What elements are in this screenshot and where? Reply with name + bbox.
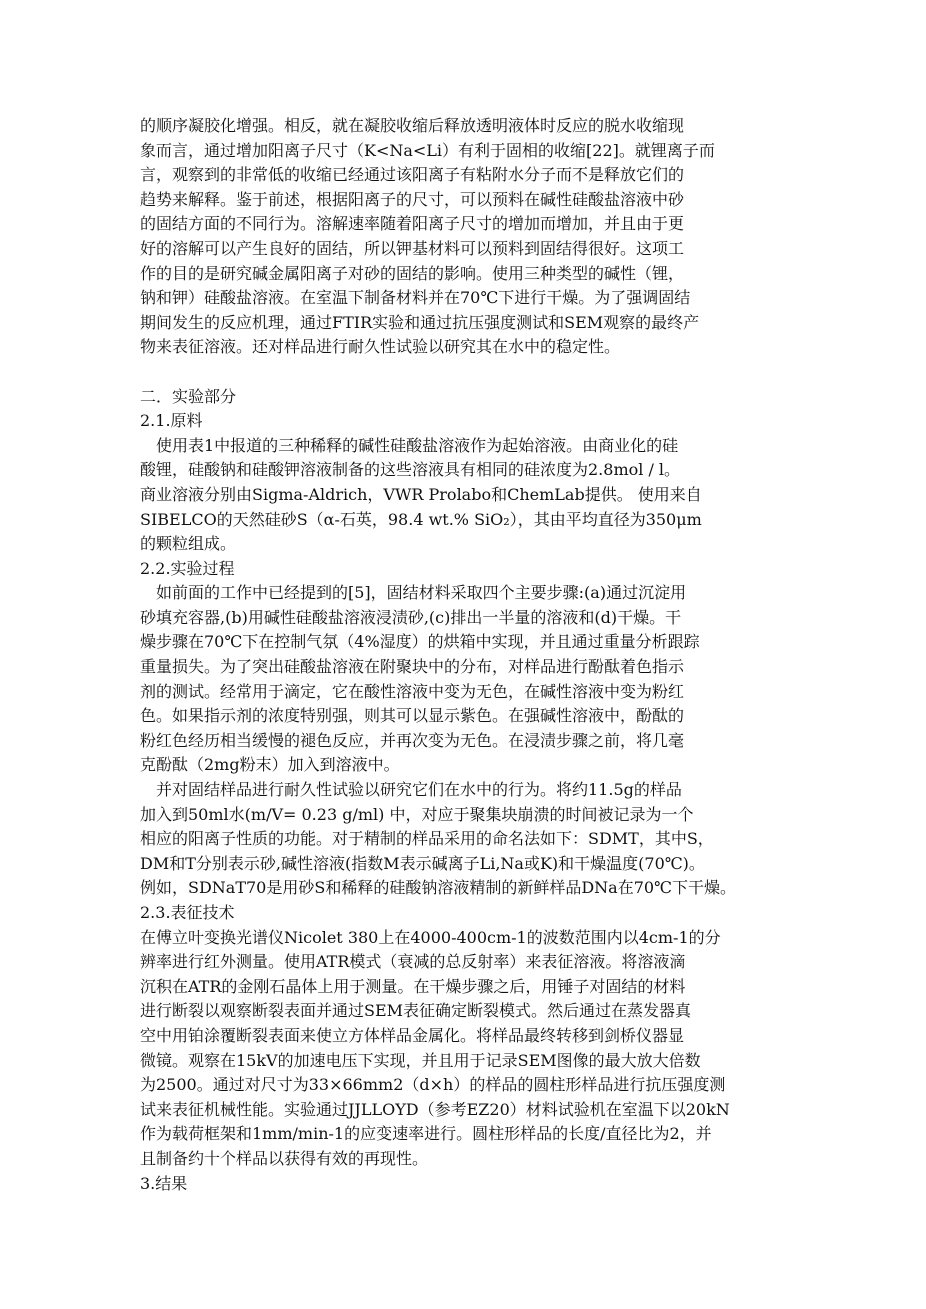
intro-paragraph <box>140 114 790 360</box>
text-line: 重量损失。为了突出硅酸盐溶液在附聚块中的分布，对样品进行酚酞着色指示 <box>140 657 685 677</box>
text-line: 如前面的工作中已经提到的[5]，固结材料采取四个主要步骤:(a)通过沉淀用 <box>140 583 687 603</box>
text-line: 在傅立叶变换光谱仪Nicolet 380上在4000-400cm-1的波数范围内以4cm-1的分 <box>140 927 721 947</box>
text-line: 象而言，通过增加阳离子尺寸（K<Na<Li）有利于固相的收缩[22]。就锂离子而 <box>140 140 715 160</box>
section-2-2-heading: 2.2.实验过程 <box>140 558 235 578</box>
section-2-1-heading: 2.1.原料 <box>140 411 203 431</box>
text-line: 试来表征机械性能。实验通过JJLLOYD（参考EZ20）材料试验机在室温下以20kN <box>140 1099 730 1119</box>
text-line: 趋势来解释。鉴于前述，根据阳离子的尺寸，可以预料在碱性硅酸盐溶液中砂 <box>140 189 685 209</box>
text-line: 好的溶解可以产生良好的固结，所以钾基材料可以预料到固结得很好。这项工 <box>140 238 685 258</box>
text-line: 作的目的是研究碱金属阳离子对砂的固结的影响。使用三种类型的碱性（锂， <box>140 263 685 283</box>
text-line: DM和T分别表示砂,碱性溶液(指数M表示碱离子Li,Na或K)和干燥温度(70℃)。 <box>140 853 705 873</box>
text-line: 物来表征溶液。还对样品进行耐久性试验以研究其在水中的稳定性。 <box>140 337 621 357</box>
text-line: 例如，SDNaT70是用砂S和稀释的硅酸钠溶液精制的新鲜样品DNa在70℃下干燥。 <box>140 878 736 898</box>
text-line: 且制备约十个样品以获得有效的再现性。 <box>140 1148 429 1168</box>
text-line: 辨率进行红外测量。使用ATR模式（衰减的总反射率）来表征溶液。将溶液滴 <box>140 952 686 972</box>
text-line: 相应的阳离子性质的功能。对于精制的样品采用的命名法如下：SDMT，其中S， <box>140 829 714 849</box>
text-line: 的顺序凝胶化增强。相反，就在凝胶收缩后释放透明液体时反应的脱水收缩现 <box>140 116 685 135</box>
text-line: 色。如果指示剂的浓度特别强，则其可以显示紫色。在强碱性溶液中，酚酞的 <box>140 706 685 726</box>
section-2-1-paragraph <box>140 434 790 557</box>
text-line: SIBELCO的天然硅砂S（α-石英，98.4 wt.% SiO₂），其由平均直径为350μm <box>140 509 702 529</box>
text-line: 作为载荷框架和1mm/min-1的应变速率进行。圆柱形样品的长度/直径比为2，并 <box>140 1124 712 1144</box>
text-line: 粉红色经历相当缓慢的褪色反应，并再次变为无色。在浸渍步骤之前，将几毫 <box>140 730 685 750</box>
text-line: 酸锂，硅酸钠和硅酸钾溶液制备的这些溶液具有相同的硅浓度为2.8mol / l。 <box>140 460 681 480</box>
text-line: 的颗粒组成。 <box>140 534 237 554</box>
text-line: 微镜。观察在15kV的加速电压下实现，并且用于记录SEM图像的最大放大倍数 <box>140 1050 701 1070</box>
text-line: 空中用铂涂覆断裂表面来使立方体样品金属化。将样品最终转移到剑桥仪器显 <box>140 1025 685 1045</box>
document-page <box>140 114 790 1196</box>
section-2-heading: 二．实验部分 <box>140 386 237 406</box>
text-line: 并对固结样品进行耐久性试验以研究它们在水中的行为。将约11.5g的样品 <box>140 780 682 800</box>
text-line: 期间发生的反应机理，通过FTIR实验和通过抗压强度测试和SEM观察的最终产 <box>140 312 700 332</box>
text-line: 言，观察到的非常低的收缩已经通过该阳离子有粘附水分子而不是释放它们的 <box>140 165 685 185</box>
spacer <box>140 360 790 385</box>
text-line: 的固结方面的不同行为。溶解速率随着阳离子尺寸的增加而增加，并且由于更 <box>140 214 685 234</box>
text-line: 钠和钾）硅酸盐溶液。在室温下制备材料并在70℃下进行干燥。为了强调固结 <box>140 288 691 308</box>
text-line: 使用表1中报道的三种稀释的碱性硅酸盐溶液作为起始溶液。由商业化的硅 <box>140 435 679 455</box>
text-line: 加入到50ml水(m/V= 0.23 g/ml) 中，对应于聚集块崩溃的时间被记录为一个 <box>140 804 694 824</box>
text-line: 砂填充容器,(b)用碱性硅酸盐溶液浸渍砂,(c)排出一半量的溶液和(d)干燥。干 <box>140 607 682 627</box>
text-line: 为2500。通过对尺寸为33×66mm2（d×h）的样品的圆柱形样品进行抗压强度测 <box>140 1075 726 1095</box>
section-3-heading: 3.结果 <box>140 1173 188 1193</box>
section-2-2-paragraph <box>140 581 790 901</box>
text-line: 沉积在ATR的金刚石晶体上用于测量。在干燥步骤之后，用锤子对固结的材料 <box>140 976 686 996</box>
text-line: 克酚酞（2mg粉末）加入到溶液中。 <box>140 755 400 775</box>
text-line: 剂的测试。经常用于滴定，它在酸性溶液中变为无色，在碱性溶液中变为粉红 <box>140 681 685 701</box>
text-line: 燥步骤在70℃下在控制气氛（4%湿度）的烘箱中实现，并且通过重量分析跟踪 <box>140 632 700 652</box>
section-2-3-paragraph <box>140 926 790 1172</box>
text-line: 进行断裂以观察断裂表面并通过SEM表征确定断裂模式。然后通过在蒸发器真 <box>140 1001 692 1021</box>
section-2-3-heading: 2.3.表征技术 <box>140 903 235 922</box>
text-line: 商业溶液分别由Sigma-Aldrich，VWR Prolabo和ChemLab提供。 使用来自 <box>140 484 702 504</box>
